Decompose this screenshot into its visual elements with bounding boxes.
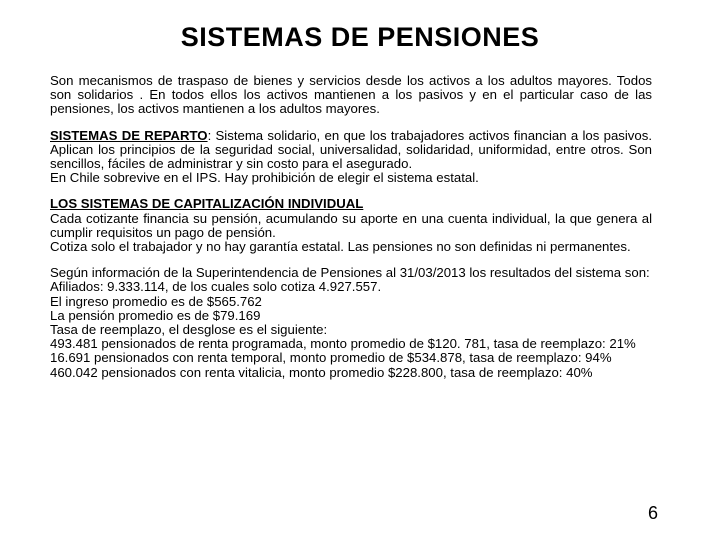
intro-paragraph: Son mecanismos de traspaso de bienes y servicios desde los activos a los adultos mayores. Todos son solidarios . En todos ellos los activos mantienen a los pasivos y en el particular caso de las pensiones, los activos mantienen a los adultos mayores. [50, 73, 652, 117]
reparto-heading: SISTEMAS DE REPARTO [50, 127, 208, 143]
stats-ingreso: El ingreso promedio es de $565.762 [50, 293, 262, 309]
page-number: 6 [647, 503, 658, 523]
stats-pension: La pensión promedio es de $79.169 [50, 307, 261, 323]
stats-afiliados: Afiliados: 9.333.114, de los cuales solo cotiza 4.927.557. [50, 279, 382, 295]
reparto-text: : Sistema solidario, en que los trabajadores activos financian a los pasivos. Aplican los principios de la seguridad social, universalidad, solidaridad, uniformidad, entre otros. Son sencillos, fáciles de administrar y sin costo para el asegurado. [50, 127, 652, 172]
stats-renta-temporal: 16.691 pensionados con renta temporal, monto promedio de $534.878, tasa de reemplazo: 94% [50, 350, 612, 366]
page-title: SISTEMAS DE PENSIONES [180, 22, 540, 52]
stats-source: Según información de la Superintendencia de Pensiones al 31/03/2013 los resultados del sistema son: [50, 265, 650, 281]
reparto-note: En Chile sobrevive en el IPS. Hay prohibición de elegir el sistema estatal. [50, 170, 479, 186]
stats-renta-vitalicia: 460.042 pensionados con renta vitalicia, monto promedio $228.800, tasa de reemplazo: 40% [50, 364, 593, 380]
capitalizacion-heading: LOS SISTEMAS DE CAPITALIZACIÓN INDIVIDUAL [50, 196, 364, 212]
capitalizacion-paragraph-1: Cada cotizante financia su pensión, acumulando su aporte en una cuenta individual, la que genera al cumplir requisitos un pago de pensión. [50, 210, 652, 240]
slide-body [50, 74, 652, 380]
stats-tasa-heading: Tasa de reemplazo, el desglose es el siguiente: [50, 322, 328, 338]
reparto-paragraph [50, 129, 652, 172]
stats-renta-programada: 493.481 pensionados de renta programada, monto promedio de $120. 781, tasa de reemplazo: 21% [50, 336, 636, 352]
capitalizacion-paragraph-2: Cotiza solo el trabajador y no hay garantía estatal. Las pensiones no son definidas ni permanentes. [50, 239, 631, 255]
